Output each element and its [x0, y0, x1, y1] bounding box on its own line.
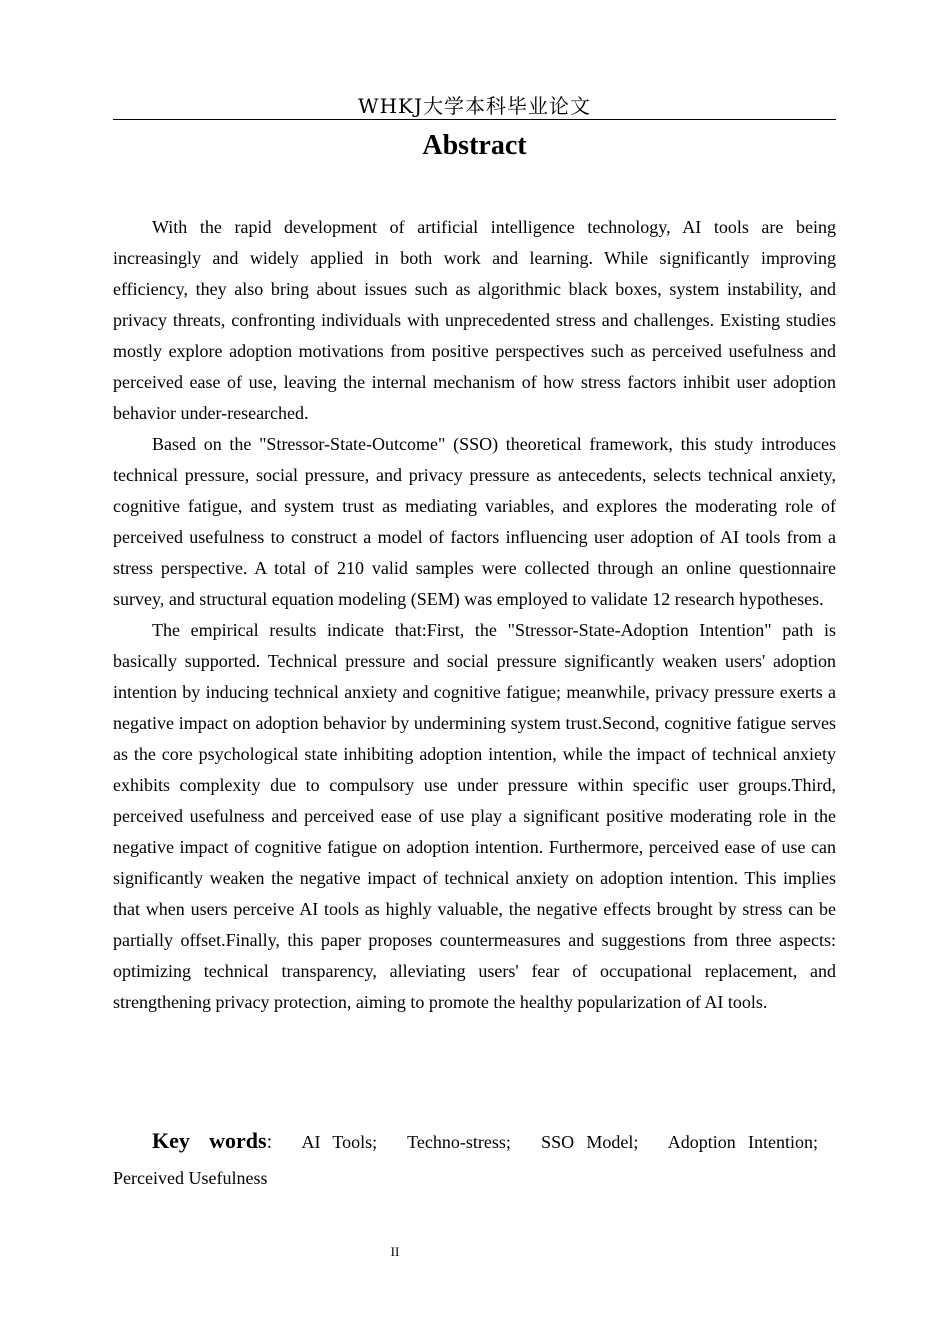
header-rule: [113, 119, 836, 120]
keyword-item: Adoption Intention;: [667, 1132, 818, 1152]
page-number: II: [390, 1244, 400, 1259]
keywords-label: Key words: [152, 1128, 267, 1153]
abstract-body: [113, 212, 836, 1018]
keywords-colon: :: [266, 1131, 273, 1153]
keyword-item: AI Tools;: [301, 1132, 378, 1152]
keyword-item: Techno-stress;: [407, 1132, 511, 1152]
running-header: WHKJ大学本科毕业论文: [358, 94, 591, 118]
keyword-item: Perceived Usefulness: [113, 1168, 268, 1188]
keyword-item: SSO Model;: [541, 1132, 639, 1152]
keywords-section: [113, 1123, 836, 1196]
abstract-paragraph-3: The empirical results indicate that:First, the "Stressor-State-Adoption Intention" path is basically supported. Technical pressure and social pressure significantly weaken users' adoption intention by inducing technical anxiety and cognitive fatigue; meanwhile, privacy pressure exerts a negative impact on adoption behavior by undermining system trust.Second, cognitive fatigue serves as the core psychological state inhibiting adoption intention, while the impact of technical anxiety exhibits complexity due to compulsory use under pressure within specific user groups.Third, perceived usefulness and perceived ease of use play a significant positive moderating role in the negative impact of cognitive fatigue on adoption intention. Furthermore, perceived ease of use can significantly weaken the negative impact of technical anxiety on adoption intention. This implies that when users perceive AI tools as highly valuable, the negative effects brought by stress can be partially offset.Finally, this paper proposes countermeasures and suggestions from three aspects: optimizing technical transparency, alleviating users' fear of occupational replacement, and strengthening privacy protection, aiming to promote the healthy popularization of AI tools.: [113, 620, 836, 1012]
abstract-paragraph-2: Based on the "Stressor-State-Outcome" (SSO) theoretical framework, this study introduces technical pressure, social pressure, and privacy pressure as antecedents, selects technical anxiety, cognitive fatigue, and system trust as mediating variables, and explores the moderating role of perceived usefulness to construct a model of factors influencing user adoption of AI tools from a stress perspective. A total of 210 valid samples were collected through an online questionnaire survey, and structural equation modeling (SEM) was employed to validate 12 research hypotheses.: [113, 434, 836, 609]
abstract-paragraph-1: With the rapid development of artificial intelligence technology, AI tools are being increasingly and widely applied in both work and learning. While significantly improving efficiency, they also bring about issues such as algorithmic black boxes, system instability, and privacy threats, confronting individuals with unprecedented stress and challenges. Existing studies mostly explore adoption motivations from positive perspectives such as perceived usefulness and perceived ease of use, leaving the internal mechanism of how stress factors inhibit user adoption behavior under-researched.: [113, 217, 836, 423]
abstract-title: Abstract: [422, 130, 527, 161]
